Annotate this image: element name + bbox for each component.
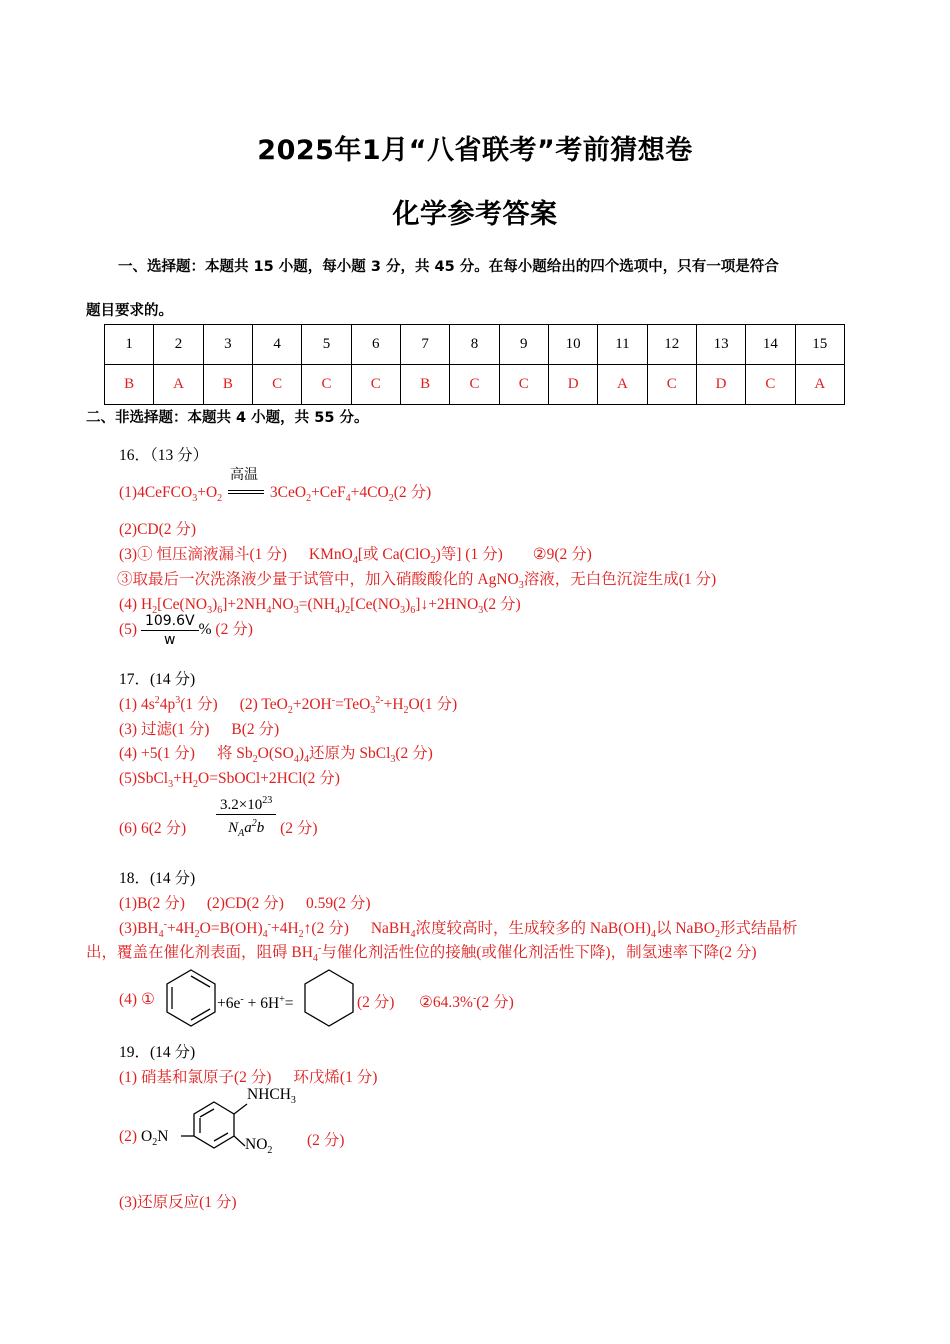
text: (3)BH: [119, 920, 159, 937]
text: +4H: [270, 920, 299, 937]
condition-bar: [228, 490, 264, 494]
fraction: [216, 792, 276, 843]
text: ②9(2 分): [532, 546, 592, 563]
page-title: 2025年1月“八省联考”考前猜想卷: [257, 135, 693, 166]
answer-table-answer-cell: A: [598, 365, 647, 405]
q16-part3-c: ③取最后一次洗涤液少量于试管中，加入硝酸酸化的 AgNO$_3$溶液，无白色沉淀生成(1 分): [117, 571, 717, 592]
section1-instructions: [86, 245, 866, 333]
text: O=B(OH): [199, 920, 263, 937]
q17-part4: (4) +5(1 分) 将 $Sb_2O(SO_4)_4$还原为 SbCl$_3$(2 分): [119, 745, 433, 766]
text: O: [141, 1128, 153, 1145]
text: (2 分): [395, 745, 433, 762]
text: (5)SbCl: [119, 770, 169, 787]
answer-table-number-cell: 2: [154, 325, 203, 365]
text: [或 Ca(ClO: [357, 546, 431, 563]
answer-table-answer-cell: C: [351, 365, 400, 405]
text: (1)4CeFCO: [119, 484, 193, 501]
text: NO: [271, 596, 294, 613]
text: +4CO: [350, 484, 389, 501]
text: O=SbOCl+2HCl(2 分): [198, 770, 340, 787]
text: +H: [173, 770, 194, 787]
text: (2 分): [307, 1132, 345, 1149]
text: (1) 硝基和氯原子(2 分): [119, 1069, 272, 1086]
text: (4) ①: [119, 991, 155, 1008]
answer-table-number-cell: 15: [795, 325, 844, 365]
q18-part4-b: ②64.3%-(2 分): [419, 992, 514, 1011]
percent-sign: %: [198, 621, 212, 639]
methylamino-label: $NHCH_3$: [247, 1086, 296, 1107]
fraction: [141, 612, 199, 649]
q18-heading: 18．(14 分): [119, 870, 196, 887]
text: =TeO: [335, 696, 371, 713]
answer-table-answer-cell: C: [252, 365, 301, 405]
text: (2 分): [393, 484, 432, 501]
text: 形式结晶析: [719, 920, 798, 937]
condition-label: 高温: [230, 467, 259, 484]
answer-table-number-cell: 8: [450, 325, 499, 365]
text: + 6H: [243, 995, 280, 1013]
numerator: [216, 792, 276, 815]
q19-heading: 19．(14 分): [119, 1044, 196, 1061]
answer-table-number-cell: 13: [696, 325, 745, 365]
text: 以 NaBO: [655, 920, 715, 937]
answer-table-answer-cell: B: [105, 365, 154, 405]
text: (3)① 恒压滴液漏斗(1 分): [119, 546, 287, 563]
numerator: 109.6V: [141, 612, 199, 631]
q17-part3: [119, 717, 279, 739]
answer-table-number-cell: 11: [598, 325, 647, 365]
text: b: [256, 820, 265, 836]
answer-table-answer-cell: C: [746, 365, 795, 405]
text: (1 分): [180, 696, 218, 713]
answer-table-answer-cell: B: [203, 365, 252, 405]
text: [Ce(NO: [350, 596, 401, 613]
text: ]↓+2HNO: [415, 596, 479, 613]
text: (2 分): [357, 994, 395, 1011]
text: (2 分): [215, 621, 253, 639]
exponent: 23: [262, 795, 273, 806]
nitro-right-label: $NO_2$: [245, 1136, 273, 1157]
answer-table-number-cell: 4: [252, 325, 301, 365]
text: 3CeO: [269, 484, 307, 501]
text: ]+2NH: [222, 596, 267, 613]
answer-table-answer-cell: C: [499, 365, 548, 405]
text: (4) +5(1 分): [119, 745, 195, 762]
text: NHCH: [247, 1086, 291, 1103]
text: +CeF: [311, 484, 346, 501]
text: (2 分): [483, 596, 521, 613]
text: ③取最后一次洗涤液少量于试管中，加入硝酸酸化的 AgNO: [117, 571, 519, 588]
denominator: $N_Aa^2b$: [228, 818, 265, 839]
text: 0.59(2 分): [305, 895, 371, 912]
text: O(SO: [257, 745, 294, 762]
text: 与催化剂活性位的接触(或催化剂活性下降)，制氢速率下降(2 分): [321, 944, 757, 961]
text: a: [244, 820, 252, 836]
text: ↑(2 分): [303, 920, 349, 937]
q19-part3: (3)还原反应(1 分): [119, 1194, 237, 1211]
q18-part3: $(3)BH_4^-+4H_2O=B(OH)_4^-+4H_2↑(2$ 分) NaBH$_4$浓度较高时，生成较多的 $NaB(OH)_4$以 NaBO$_2$形式结晶析: [119, 918, 798, 941]
section2-heading: 二、非选择题：本题共 4 小题，共 55 分。: [86, 410, 369, 426]
q18-part3-line2: 出，覆盖在催化剂表面，阻碍 $BH_4^-$与催化剂活性位的接触(或催化剂活性下降)，制氢速率下降(2 分): [86, 942, 757, 965]
q17-part6: [119, 792, 318, 843]
q19-part1: [119, 1065, 377, 1087]
answer-table-answer-cell: A: [154, 365, 203, 405]
answer-table-answer-cell: A: [795, 365, 844, 405]
answer-table-answer-cell: C: [302, 365, 351, 405]
text: NO: [245, 1136, 268, 1153]
answer-table-answer-cell: C: [450, 365, 499, 405]
answer-table-answer-cell: C: [647, 365, 696, 405]
text: =(NH: [298, 596, 335, 613]
text: 还原为 SbCl: [308, 745, 391, 762]
answer-table-number-cell: 1: [105, 325, 154, 365]
reactants-text: +6e- + 6H+=: [217, 994, 294, 1013]
answer-table-number-cell: 14: [746, 325, 795, 365]
answer-table-number-cell: 5: [302, 325, 351, 365]
answer-table-answer-cell: D: [548, 365, 597, 405]
text: +2OH: [292, 696, 332, 713]
q16-part4: (4) $H_2[Ce(NO_3)_6]+2NH_4NO_3=(NH_4)_2[Ce(NO_3)_6]↓+2HNO_3(2$ 分): [119, 596, 521, 617]
text: N: [157, 1128, 169, 1145]
text: (3) 过滤(1 分): [119, 721, 210, 738]
text: +H: [383, 696, 404, 713]
answer-table-number-cell: 10: [548, 325, 597, 365]
text: 3.2×10: [220, 797, 263, 813]
text: N: [228, 820, 239, 836]
q19-part2: [119, 1086, 419, 1161]
text: 将 Sb: [216, 745, 253, 762]
text: KMnO: [308, 546, 353, 563]
subscript: A: [238, 828, 245, 839]
text: (4) H: [119, 596, 153, 613]
text: 出，覆盖在催化剂表面，阻碍 BH: [86, 944, 313, 961]
answer-table-number-cell: 9: [499, 325, 548, 365]
text: (2) TeO: [239, 696, 288, 713]
q17-heading: 17．(14 分): [119, 671, 196, 688]
text: (2 分): [280, 820, 318, 837]
text: O(1 分): [408, 696, 458, 713]
text: 环戊烯(1 分): [293, 1069, 378, 1086]
answer-table-number-cell: 12: [647, 325, 696, 365]
text: ②64.3%: [419, 994, 473, 1011]
answer-table-number-cell: 3: [203, 325, 252, 365]
text: [Ce(NO: [157, 596, 208, 613]
text: 溶液，无白色沉淀生成(1 分): [523, 571, 717, 588]
section1-line2: 题目要求的。: [86, 303, 173, 319]
q16-part2: (2)CD(2 分): [119, 521, 197, 538]
q18-part1-2: [119, 891, 371, 913]
q16-part5: [119, 612, 253, 649]
answer-table-number-cell: 6: [351, 325, 400, 365]
high-temp-condition: [226, 467, 266, 500]
benzene-ring-icon: [165, 968, 217, 1028]
structure-bonds-icon: [179, 1092, 249, 1154]
text: (2 分): [476, 994, 514, 1011]
text: 浓度较高时，生成较多的 NaB(OH): [415, 920, 651, 937]
q17-part1-2: (1) $4s^24p^3(1$ 分) (2) $TeO_2+2OH^-=TeO_3^{2-}+H_2O(1$ 分): [119, 694, 458, 717]
text: )等] (1 分): [435, 546, 503, 563]
text: (5): [119, 621, 138, 639]
page-subtitle: 化学参考答案: [392, 199, 558, 230]
text: NaBH: [370, 920, 411, 937]
nitro-left-label: $O_2N$: [141, 1128, 169, 1149]
cyclohexane-ring-icon: [303, 968, 355, 1028]
q16-part3: (3)① 恒压滴液漏斗(1 分) KMnO$_4$[或 Ca(ClO$_2$)等] (1 分) ②9(2 分): [119, 546, 592, 567]
answer-table-number-cell: 7: [400, 325, 449, 365]
text: (2): [119, 1128, 138, 1145]
answer-table: [104, 324, 845, 405]
text: (1)B(2 分): [119, 895, 185, 912]
text: +6e: [217, 995, 241, 1013]
answer-table-answer-cell: D: [696, 365, 745, 405]
denominator: w: [164, 632, 176, 648]
text: B(2 分): [231, 721, 280, 738]
q16-heading: 16．（13 分）: [119, 447, 209, 464]
answer-table-number-row: [105, 325, 845, 365]
text: (6) 6(2 分): [119, 820, 187, 837]
text: =: [284, 995, 294, 1013]
text: (2)CD(2 分): [206, 895, 284, 912]
text: +4H: [166, 920, 195, 937]
q17-part5: $(5)SbCl_3+H_2O=SbOCl+2HCl(2$ 分): [119, 770, 340, 791]
text: (1) 4s: [119, 696, 155, 713]
text: 4p: [159, 696, 176, 713]
section1-line1: 一、选择题：本题共 15 小题，每小题 3 分，共 45 分。在每小题给出的四个选项中，只有一项是符合: [118, 259, 779, 275]
answer-table-answer-cell: B: [400, 365, 449, 405]
q16-part1: $(1)4CeFCO_3+O_2$ 高温 $3CeO_2+CeF_4+4CO_2(2$ 分): [119, 480, 431, 504]
